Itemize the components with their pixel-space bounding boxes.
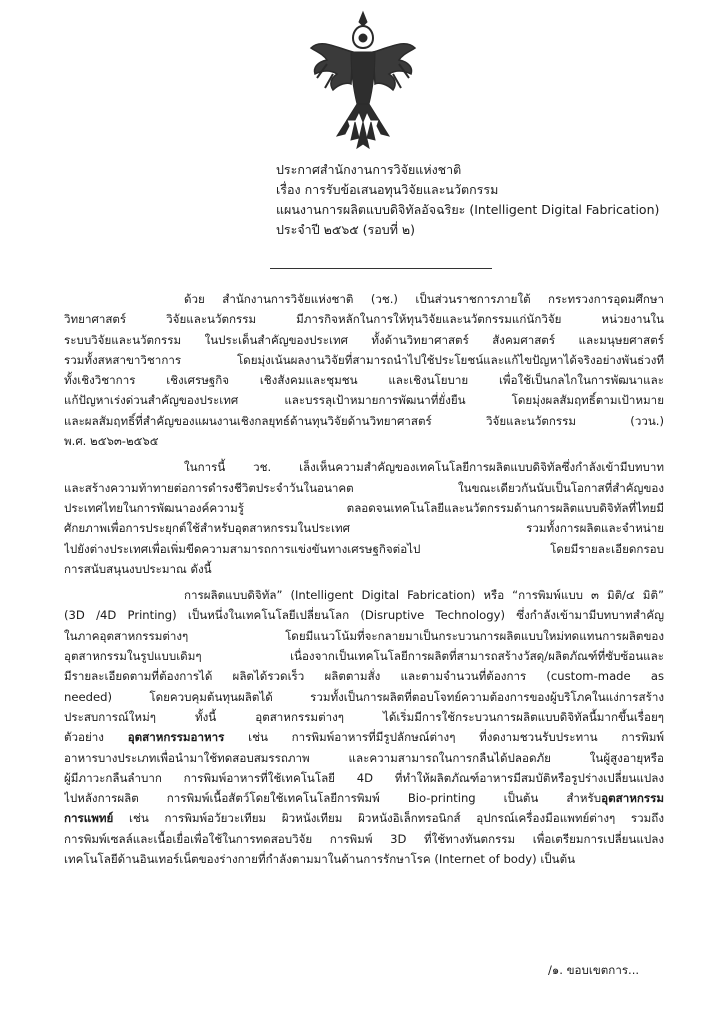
paragraph-3 (64, 585, 664, 869)
text-line: ทั้งเชิงวิชาการ เชิงเศรษฐกิจ เชิงสังคมและชุมชน และเชิงนโยบาย เพื่อใช้เป็นกลไกในการพัฒนาและ (64, 373, 664, 388)
text-line: (3D /4D Printing) เป็นหนึ่งในเทคโนโลยีเปลี่ยนโลก (Disruptive Technology) ซึ่งกำลังเข้ามามีบทบาทสำคัญ (64, 608, 664, 623)
garuda-emblem (307, 8, 419, 153)
text-line: needed) โดยควบคุมต้นทุนผลิตได้ รวมทั้งเป็นการผลิตที่ตอบโจทย์ความต้องการของผู้บริโภคในแง่การสร้าง (64, 689, 664, 704)
text-line: ในการนี้ วช. เล็งเห็นความสำคัญของเทคโนโลยีการผลิตแบบดิจิทัลซึ่งกำลังเข้ามีบทบาท (184, 460, 664, 475)
bold-term-industry: อุตสาหกรรม (601, 791, 664, 806)
text-line: ศักยภาพเพื่อการประยุกต์ใช้สำหรับอุตสาหกรรมในประเทศ รวมทั้งการผลิตและจำหน่าย (64, 521, 664, 536)
text-line (64, 788, 664, 808)
text-line: รวมทั้งสหสาขาวิชาการ โดยมุ่งเน้นผลงานวิจัยที่สามารถนำไปใช้ประโยชน์และแก้ไขปัญหาได้จริงอย่างพันธ่วงที (64, 352, 664, 367)
text-run: ไปหลังการผลิต การพิมพ์เนื้อสัตว์โดยใช้เทคโนโลยีการพิมพ์ Bio-printing เป็นต้น สำหรับ (64, 791, 602, 806)
text-line: พ.ศ. ๒๕๖๓-๒๕๖๕ (64, 434, 159, 449)
text-line: อาหารบางประเภทเพื่อนำมาใช้ทดสอบสมรรถภาพ และความสามารถในการกลืนได้ปลอดภัย ในผู้สูงอายุหรือ (64, 750, 664, 765)
header-subject: เรื่อง การรับข้อเสนอทุนวิจัยและนวัตกรรม (276, 182, 499, 197)
text-line: ด้วย สำนักงานการวิจัยแห่งชาติ (วช.) เป็นส่วนราชการภายใต้ กระทรวงการอุดมศึกษา (184, 292, 664, 306)
text-line: การสนับสนุนงบประมาณ ดังนี้ (64, 561, 212, 576)
text-line: และผลสัมฤทธิ์ที่สำคัญของแผนงานเชิงกลยุทธ์ด้านทุนวิจัยด้านวิทยาศาสตร์ วิจัยและนวัตกรรม (ววน.) (64, 413, 664, 428)
document-body (64, 289, 664, 875)
text-line: วิทยาศาสตร์ วิจัยและนวัตกรรม มีภารกิจหลักในการให้ทุนวิจัยและนวัตกรรมแก่นักวิจัย หน่วยงานใน (64, 312, 664, 327)
text-line: ในภาคอุตสาหกรรมต่างๆ โดยมีแนวโน้มที่จะกลายมาเป็นกระบวนการผลิตแบบใหม่ทดแทนการผลิตของ (64, 628, 664, 643)
header-agency: ประกาศสำนักงานการวิจัยแห่งชาติ (276, 162, 462, 177)
header-divider (270, 268, 492, 269)
text-line: มีรายละเอียดตามที่ต้องการได้ ผลิตได้รวดเร็ว ผลิตตามสั่ง และตามจำนวนที่ต้องการ (custom-made as (64, 669, 664, 684)
text-line (64, 727, 664, 747)
text-run: เช่น การพิมพ์อวัยวะเทียม ผิวหนังเทียม ผิวหนังอิเล็กทรอนิกส์ อุปกรณ์เครื่องมือแพทย์ต่างๆ รวมถึง (113, 811, 664, 826)
paragraph-2 (64, 457, 664, 579)
text-line: เทคโนโลยีด้านอินเทอร์เน็ตของร่างกายที่กำลังตามมาในด้านการรักษาโรค (Internet of body) เป็นต้น (64, 852, 576, 867)
paragraph-1 (64, 289, 664, 451)
text-line: ประเทศไทยในการพัฒนาองค์ความรู้ ตลอดจนเทคโนโลยีและนวัตกรรมด้านการผลิตแบบดิจิทัลที่ไทยมี (64, 500, 664, 515)
continuation-marker: /๑. ขอบเขตการ... (548, 963, 640, 977)
header-program: แผนงานการผลิตแบบดิจิทัลอัจฉริยะ (Intelligent Digital Fabrication) (276, 202, 660, 217)
text-line: ระบบวิจัยและนวัตกรรม ในประเด็นสำคัญของประเทศ ทั้งด้านวิทยาศาสตร์ สังคมศาสตร์ และมนุษยศาสตร์ (64, 332, 664, 347)
text-line: และสร้างความท้าทายต่อการดำรงชีวิตประจำวันในอนาคต ในขณะเดียวกันนับเป็นโอกาสที่สำคัญของ (64, 480, 664, 495)
header-year: ประจำปี ๒๕๖๕ (รอบที่ ๒) (276, 222, 416, 237)
text-line (64, 808, 664, 828)
text-line: แก้ปัญหาเร่งด่วนสำคัญของประเทศ และบรรลุเป้าหมายการพัฒนาที่ยั่งยืน โดยมุ่งผลสัมฤทธิ์ตามเป้าหมาย (64, 393, 664, 408)
bold-term-medical: การแพทย์ (64, 811, 114, 826)
text-run: เช่น การพิมพ์อาหารที่มีรูปลักษณ์ต่างๆ ที่งดงามชวนรับประทาน การพิมพ์ (224, 730, 664, 745)
text-line: ไปยังต่างประเทศเพื่อเพิ่มขีดความสามารถการแข่งขันทางเศรษฐกิจต่อไป โดยมีรายละเอียดกรอบ (64, 541, 664, 556)
text-line: การพิมพ์เซลล์และเนื้อเยื่อเพื่อใช้ในการทดสอบวิจัย การพิมพ์ 3D ที่ใช้ทางทันตกรรม เพื่อเตรียมการเปลี่ยนแปลง (64, 831, 664, 846)
text-line: การผลิตแบบดิจิทัล” (Intelligent Digital Fabrication) หรือ “การพิมพ์แบบ ๓ มิติ/๔ มิติ” (184, 588, 664, 603)
announcement-header (200, 160, 660, 240)
text-line: ผู้มีภาวะกลืนลำบาก การพิมพ์อาหารที่ใช้เทคโนโลยี 4D ที่ทำให้ผลิตภัณฑ์อาหารมีสมบัติหรือรูปร่างเปลี่ยนแปลง (64, 770, 664, 785)
text-run: ตัวอย่าง (64, 730, 128, 745)
text-line: อุตสาหกรรมในรูปแบบเดิมๆ เนื่องจากเป็นเทคโนโลยีการผลิตที่สามารถสร้างวัสดุ/ผลิตภัณฑ์ที่ซับซ้อนและ (64, 649, 664, 664)
text-line: ประสบการณ์ใหม่ๆ ทั้งนี้ อุตสาหกรรมต่างๆ ได้เริ่มมีการใช้กระบวนการผลิตแบบดิจิทัลนี้มากขึ้นเรื่อยๆ (64, 709, 664, 724)
bold-term-food-industry: อุตสาหกรรมอาหาร (127, 730, 225, 745)
